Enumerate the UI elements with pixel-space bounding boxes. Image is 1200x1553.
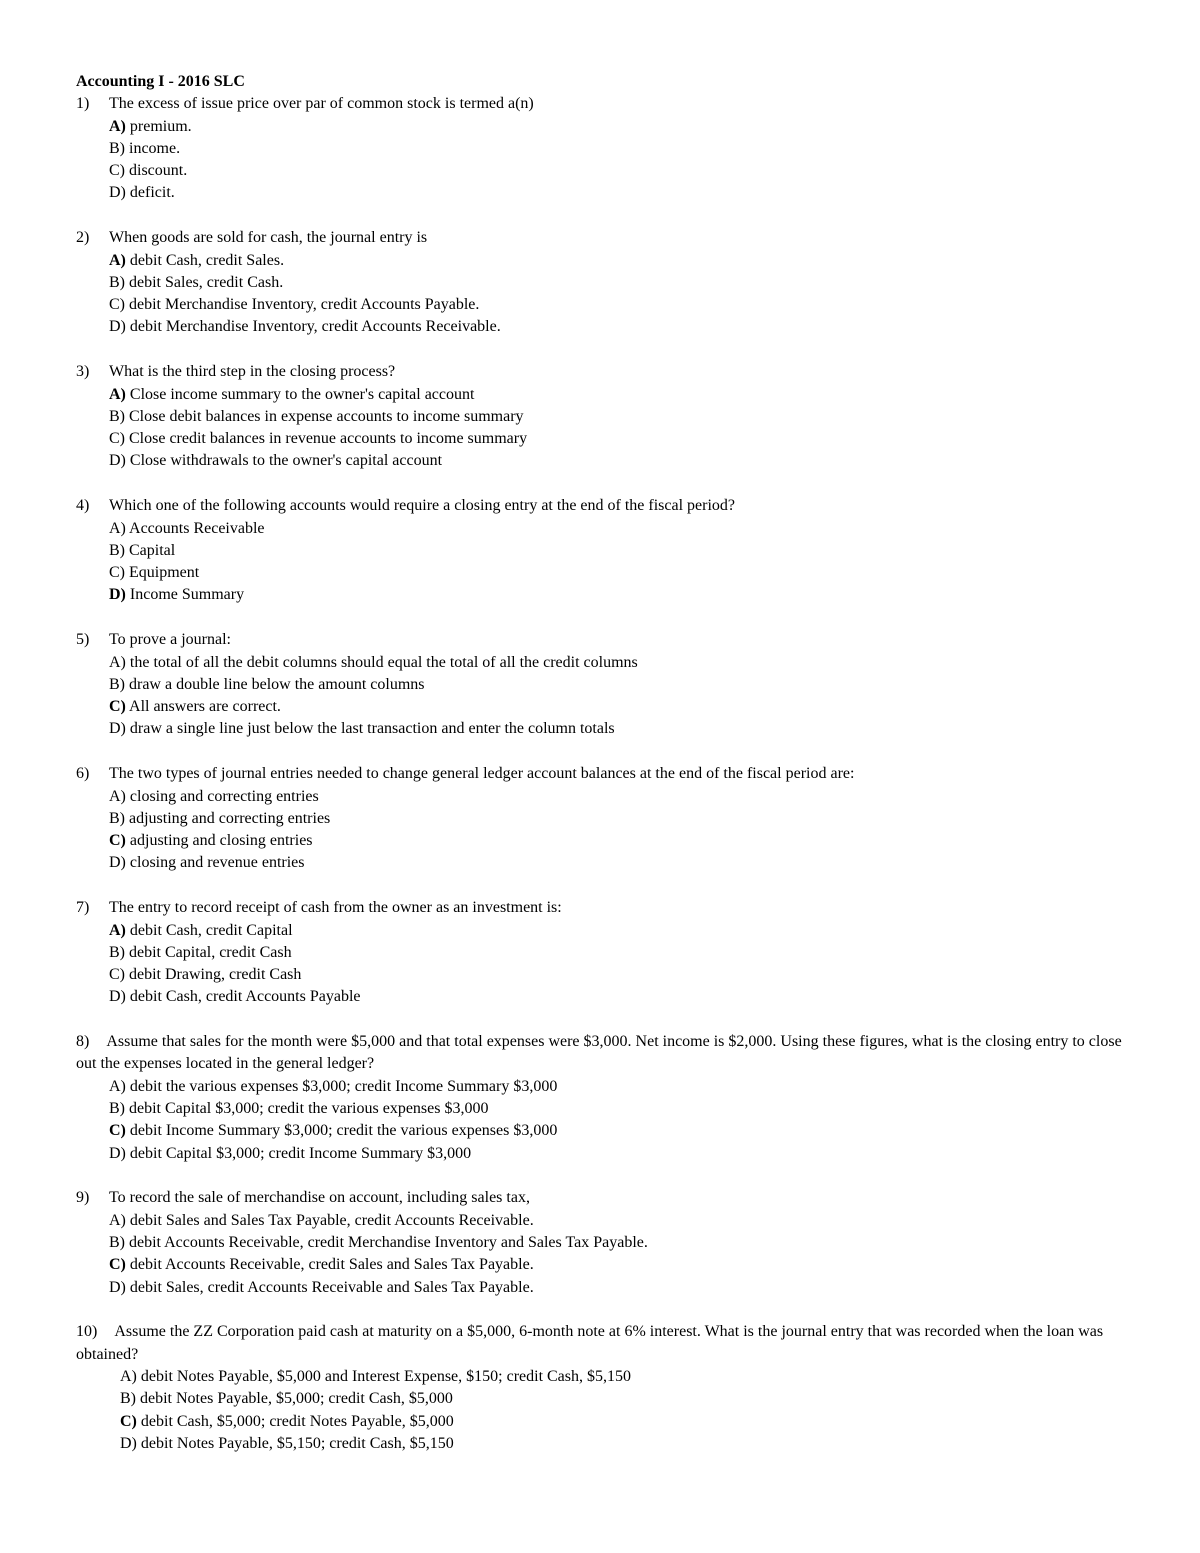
answer-option (109, 920, 1136, 942)
question-text: To record the sale of merchandise on account, including sales tax, (109, 1189, 530, 1207)
option-letter: C) (109, 698, 126, 716)
question-stem (76, 629, 1136, 651)
option-letter: D) (120, 1434, 137, 1452)
question-text: The excess of issue price over par of common stock is termed a(n) (109, 95, 534, 113)
option-letter: C) (109, 1256, 126, 1274)
option-text: Close withdrawals to the owner's capital account (125, 452, 443, 470)
option-text: income. (125, 139, 181, 157)
question-number: 10) (76, 1323, 98, 1341)
answer-option (120, 1433, 1136, 1455)
option-text: deficit. (125, 184, 175, 202)
option-letter: B) (109, 541, 125, 559)
answer-option (109, 450, 1136, 472)
option-text: debit Cash, credit Sales. (125, 251, 285, 269)
answer-option (109, 182, 1136, 204)
answer-option (109, 272, 1136, 294)
option-letter: B) (109, 139, 125, 157)
question-stem (76, 227, 1136, 249)
question-stem (76, 495, 1136, 517)
answer-option (109, 718, 1136, 740)
option-text: debit Capital, credit Cash (125, 943, 292, 961)
answer-option (109, 830, 1136, 852)
option-letter: B) (120, 1390, 136, 1408)
answer-options (76, 652, 1136, 741)
question-list (76, 93, 1136, 1455)
answer-options (76, 1366, 1136, 1455)
option-letter: C) (109, 296, 125, 314)
option-letter: C) (109, 430, 125, 448)
question-text: Which one of the following accounts would require a closing entry at the end of the fiscal period? (109, 497, 736, 515)
option-letter: D) (109, 854, 126, 872)
option-letter: A) (109, 117, 126, 135)
answer-option (109, 786, 1136, 808)
option-text: debit Capital $3,000; credit the various expenses $3,000 (125, 1100, 489, 1118)
option-text: debit Sales, credit Cash. (125, 273, 284, 291)
option-letter: A) (120, 1368, 137, 1386)
option-letter: A) (109, 1211, 126, 1229)
question-9 (76, 1187, 1136, 1298)
option-text: debit Cash, $5,000; credit Notes Payable, $5,000 (136, 1412, 454, 1430)
question-stem (76, 897, 1136, 919)
option-text: premium. (125, 117, 192, 135)
answer-option (109, 584, 1136, 606)
option-letter: C) (109, 832, 126, 850)
option-letter: A) (109, 519, 126, 537)
option-text: the total of all the debit columns should equal the total of all the credit columns (125, 653, 638, 671)
option-letter: A) (109, 1077, 126, 1095)
option-text: debit Income Summary $3,000; credit the various expenses $3,000 (125, 1122, 558, 1140)
option-text: debit Sales and Sales Tax Payable, credit Accounts Receivable. (125, 1211, 534, 1229)
option-letter: C) (109, 1122, 126, 1140)
answer-option (109, 1232, 1136, 1254)
question-stem (76, 93, 1136, 115)
option-letter: B) (109, 1234, 125, 1252)
answer-option (109, 138, 1136, 160)
document-body (76, 71, 1136, 1478)
question-3 (76, 361, 1136, 472)
question-8 (76, 1031, 1136, 1165)
option-text: closing and correcting entries (125, 787, 319, 805)
answer-option (109, 964, 1136, 986)
question-text: Assume the ZZ Corporation paid cash at maturity on a $5,000, 6-month note at 6% interest. What is the journal entry that was recorded when the loan was obtained? (76, 1323, 1104, 1363)
answer-option (120, 1366, 1136, 1388)
option-text: draw a single line just below the last transaction and enter the column totals (125, 720, 615, 738)
option-letter: B) (109, 675, 125, 693)
option-text: debit the various expenses $3,000; credit Income Summary $3,000 (125, 1077, 558, 1095)
question-5 (76, 629, 1136, 740)
question-stem (76, 1187, 1136, 1209)
answer-options (76, 1210, 1136, 1299)
option-letter: C) (109, 564, 125, 582)
question-6 (76, 763, 1136, 874)
question-1 (76, 93, 1136, 204)
option-letter: D) (109, 1278, 126, 1296)
option-letter: D) (109, 720, 126, 738)
option-letter: B) (109, 809, 125, 827)
option-text: debit Merchandise Inventory, credit Accounts Receivable. (125, 318, 501, 336)
answer-option (109, 1076, 1136, 1098)
option-letter: D) (109, 586, 126, 604)
option-letter: A) (109, 653, 126, 671)
option-text: Capital (125, 541, 176, 559)
answer-option (109, 652, 1136, 674)
answer-option (109, 562, 1136, 584)
answer-options (76, 250, 1136, 339)
answer-option (109, 1210, 1136, 1232)
answer-option (109, 1120, 1136, 1142)
option-text: All answers are correct. (125, 698, 281, 716)
option-text: Equipment (125, 564, 200, 582)
question-10 (76, 1321, 1136, 1455)
answer-options (76, 920, 1136, 1009)
answer-options (76, 518, 1136, 607)
option-letter: A) (109, 251, 126, 269)
option-text: discount. (125, 162, 188, 180)
option-text: debit Sales, credit Accounts Receivable and Sales Tax Payable. (125, 1278, 534, 1296)
option-letter: D) (109, 184, 126, 202)
question-7 (76, 897, 1136, 1008)
answer-option (109, 428, 1136, 450)
option-text: debit Accounts Receivable, credit Sales and Sales Tax Payable. (125, 1256, 534, 1274)
option-letter: B) (109, 407, 125, 425)
option-letter: C) (109, 966, 125, 984)
option-text: debit Capital $3,000; credit Income Summary $3,000 (125, 1144, 472, 1162)
question-text: When goods are sold for cash, the journal entry is (109, 229, 428, 247)
question-number: 5) (76, 631, 90, 649)
question-number: 9) (76, 1189, 90, 1207)
option-text: Close debit balances in expense accounts to income summary (125, 407, 524, 425)
answer-option (109, 808, 1136, 830)
answer-options (76, 116, 1136, 205)
answer-option (109, 1277, 1136, 1299)
option-text: adjusting and correcting entries (125, 809, 331, 827)
option-text: debit Accounts Receivable, credit Merchandise Inventory and Sales Tax Payable. (125, 1234, 648, 1252)
option-text: debit Cash, credit Capital (125, 921, 293, 939)
option-text: Income Summary (125, 586, 245, 604)
question-number: 2) (76, 229, 90, 247)
option-letter: B) (109, 273, 125, 291)
answer-option (109, 1254, 1136, 1276)
answer-option (109, 852, 1136, 874)
answer-option (109, 316, 1136, 338)
question-2 (76, 227, 1136, 338)
answer-option (109, 384, 1136, 406)
question-text: What is the third step in the closing process? (109, 363, 396, 381)
option-text: debit Notes Payable, $5,000 and Interest Expense, $150; credit Cash, $5,150 (136, 1368, 632, 1386)
question-number: 1) (76, 95, 90, 113)
option-text: Close income summary to the owner's capital account (125, 385, 475, 403)
answer-option (120, 1388, 1136, 1410)
question-text: The two types of journal entries needed to change general ledger account balances at the end of the fiscal period are: (109, 765, 855, 783)
document-title: Accounting I - 2016 SLC (76, 73, 245, 90)
option-text: debit Drawing, credit Cash (125, 966, 302, 984)
question-stem (76, 763, 1136, 785)
option-letter: D) (109, 988, 126, 1006)
question-stem (76, 361, 1136, 383)
answer-option (120, 1411, 1136, 1433)
option-text: adjusting and closing entries (125, 832, 313, 850)
question-stem (76, 1031, 1136, 1076)
answer-options (76, 786, 1136, 875)
answer-option (109, 116, 1136, 138)
answer-option (109, 942, 1136, 964)
question-number: 8) (76, 1033, 90, 1051)
answer-option (109, 1098, 1136, 1120)
question-text: To prove a journal: (109, 631, 231, 649)
question-number: 4) (76, 497, 90, 515)
option-letter: D) (109, 452, 126, 470)
option-text: closing and revenue entries (125, 854, 305, 872)
answer-options (76, 384, 1136, 473)
answer-option (109, 540, 1136, 562)
option-letter: A) (109, 385, 126, 403)
question-text: The entry to record receipt of cash from the owner as an investment is: (109, 899, 562, 917)
option-letter: C) (109, 162, 125, 180)
option-text: debit Merchandise Inventory, credit Accounts Payable. (125, 296, 480, 314)
question-4 (76, 495, 1136, 606)
option-text: debit Notes Payable, $5,150; credit Cash, $5,150 (136, 1434, 454, 1452)
question-number: 3) (76, 363, 90, 381)
answer-option (109, 406, 1136, 428)
option-text: Accounts Receivable (125, 519, 265, 537)
question-stem (76, 1321, 1136, 1366)
answer-option (109, 674, 1136, 696)
answer-option (109, 696, 1136, 718)
option-letter: B) (109, 943, 125, 961)
question-text: Assume that sales for the month were $5,000 and that total expenses were $3,000. Net income is $2,000. Using these figures, what is the closing entry to close out the expenses located in the general ledger? (76, 1033, 1122, 1073)
option-text: Close credit balances in revenue accounts to income summary (125, 430, 528, 448)
answer-option (109, 250, 1136, 272)
option-letter: D) (109, 1144, 126, 1162)
option-letter: D) (109, 318, 126, 336)
answer-option (109, 986, 1136, 1008)
question-number: 6) (76, 765, 90, 783)
answer-option (109, 518, 1136, 540)
answer-option (109, 1143, 1136, 1165)
option-text: debit Cash, credit Accounts Payable (125, 988, 361, 1006)
answer-option (109, 294, 1136, 316)
answer-option (109, 160, 1136, 182)
question-number: 7) (76, 899, 90, 917)
option-letter: A) (109, 787, 126, 805)
option-letter: C) (120, 1412, 137, 1430)
option-letter: B) (109, 1100, 125, 1118)
option-text: draw a double line below the amount columns (125, 675, 425, 693)
option-text: debit Notes Payable, $5,000; credit Cash, $5,000 (136, 1390, 453, 1408)
answer-options (76, 1076, 1136, 1165)
option-letter: A) (109, 921, 126, 939)
